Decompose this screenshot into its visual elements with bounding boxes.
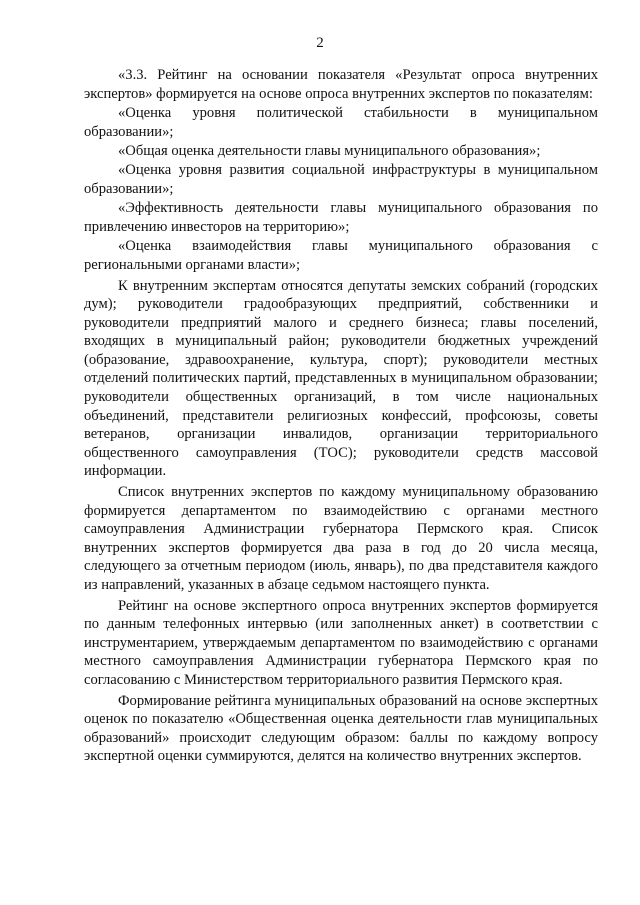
paragraph-rating-formation: Формирование рейтинга муниципальных образований на основе экспертных оценок по показателю «Общественная оценка деятельности глав муниципальных образований» происходит следующим образом: баллы по каждому вопросу экспертной оценки суммируются, делятся на количество внутренних экспертов. [84,692,598,765]
paragraph-rating-method: Рейтинг на основе экспертного опроса внутренних экспертов формируется по данным телефонных интервью (или заполненных анкет) в соответствии с инструментарием, утверждаемым департаментом по взаимодействию с органами местного самоуправления Администрации губернатора Пермского края по согласованию с Министерством территориального развития Пермского края. [84,597,598,688]
paragraph-indicator-social-infrastructure: «Оценка уровня развития социальной инфраструктуры в муниципальном образовании»; [84,162,598,197]
paragraph-indicator-stability: «Оценка уровня политической стабильности в муниципальном образовании»; [84,104,598,140]
paragraph-indicator-investors: «Эффективность деятельности главы муниципального образования по привлечению инвесторов на территорию»; [84,200,598,235]
paragraph-indicator-regional-interaction: «Оценка взаимодействия главы муниципального образования с региональными органами власти»; [84,238,598,273]
document-body [84,66,598,766]
paragraph-indicator-head-assessment: «Общая оценка деятельности главы муниципального образования»; [118,142,541,159]
paragraph-expert-list: Список внутренних экспертов по каждому муниципальному образованию формируется департаментом по взаимодействию с органами местного самоуправления Администрации губернатора Пермского края. Список внутренних экспертов формируется два раза в год до 20 числа месяца, следующего за отчетным периодом (июль, январь), по два представителя каждого из направлений, указанных в абзаце седьмом настоящего пункта. [84,484,598,594]
page-number: 2 [316,35,324,51]
paragraph-internal-experts: К внутренним экспертам относятся депутаты земских собраний (городских дум); руководители градообразующих предприятий, собственники и руководители предприятий малого и среднего бизнеса; главы поселений, входящих в муниципальный район; руководители бюджетных учреждений (образование, здравоохранение, культура, спорт); руководители местных отделений политических партий, представленных в муниципальном образовании; руководители общественных организаций, в том числе национальных объединений, представители религиозных конфессий, профсоюзы, советы ветеранов, организации инвалидов, организации территориального общественного самоуправления (ТОС); руководители средств массовой информации. [84,277,598,480]
paragraph-intro: «3.3. Рейтинг на основании показателя «Результат опроса внутренних экспертов» формируется на основе опроса внутренних экспертов по показателям: [84,67,598,102]
